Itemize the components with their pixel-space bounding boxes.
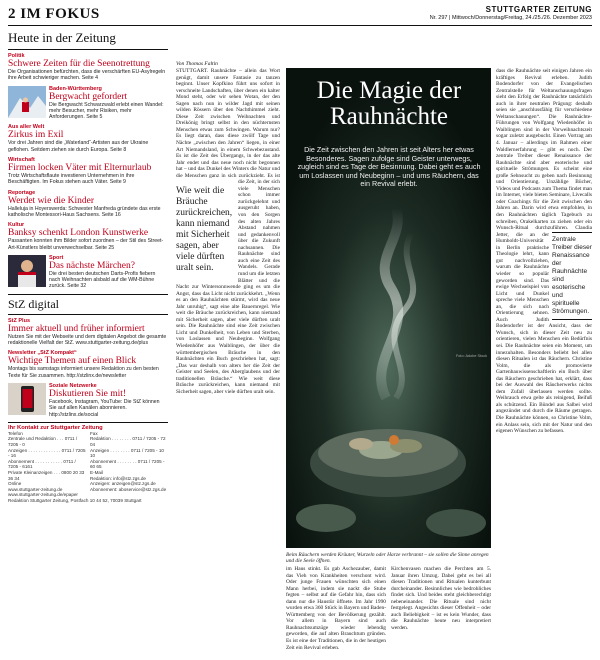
item-headline[interactable]: Werdet wie die Kinder xyxy=(8,195,95,206)
issue-line: Nr. 297 | Mittwoch/Donnerstag/Freitag, 24./25./26. Dezember 2023 xyxy=(429,15,592,21)
article-column-3 xyxy=(391,566,491,656)
contact-link[interactable]: www.stuttgarter-zeitung.de/epaper xyxy=(8,492,78,498)
item-category: Soziale Netzwerke xyxy=(49,382,97,389)
item-teaser: Vor drei Jahren sind die „Waterland“-Artisten aus der Ukraine geflohen. Seitdem ziehen sie durch Europa. Seite 8 xyxy=(8,140,149,153)
darts-player-photo-icon xyxy=(8,255,46,287)
today-title: Heute in der Zeitung xyxy=(8,30,168,50)
item-teaser: Halleluja in Hoyerswerda: Schwester Manfreda gründete das erste katholische Montessori-Haus Sachsens. Seite 16 xyxy=(8,205,161,218)
item-category: Reportage xyxy=(8,189,36,196)
incense-smoke-photo-icon xyxy=(286,68,491,548)
contact-line: E-Mail xyxy=(90,469,104,475)
article-text: dass die Rauhnächte seit einigen Jahren ein kräftiges Revival erleben. Judith Bodendorfer von der Evangelischen Zentralstelle für Weltanschauungsfragen sieht den Erfolg der Rauhnächte tatsächlich auch in ihrer neutralen Prägung: deshalb seien sie „anschlussfähig für verschiedene Weltanschauungen“. Die Rauhnächte-Führungen von Wolfgang Wiedenhöfer in Waiblingen sind in der Vorweihnachtszeit sogar zuletzt ausgebucht. Einen Vortrag am 4. Januar – allerdings im Rahmen einer Waldlernerfahrung – gibt es noch. Der zentrale Treiber dieser Renaissance der Rauhnächte sind aber esoterische und spirituelle Strömungen. Es scheint eine große Sehnsucht zu geben nach Besinnung und Orientierung. Unzählige Bücher, Videos und Podcasts zum Thema findet man im Internet, viele bieten Seminare, Livecalls oder Coachings für die Zeit zwischen den Jahren an. Darin wird etwa empfohlen, in den Rauhnächten täglich Tagebuch zu schreiben, Orakelkarten zu ziehen oder ein Wunsch-Ritual durchzuführen. xyxy=(496,68,592,232)
article-text: im Haus stinkt. Es gab Aschezauber, damit das Vieh von Krankheiten verschont wird. Oder junge Frauen wünschten sich einen Mann herbei, indem sie nackt die Stube fegten – selbst auf die Gefahr hin, dass sich dann nur die Haustür öffnete. Im Jahr 1990 wurden etwa 360 Stück in Bayern und Baden-Württemberg von der Bevölkerung gezählt. Vor allem in Bayern sind auch Rauhnachtsumzüge wieder lebendig geworden, die auf alten Brauchtum gründen. Es ist eine der Traditionen, die in der heutigen Zeit ein Revival erleben. xyxy=(286,566,386,651)
article-text: Claudia Jetter, die an der Humboldt-Universität in Berlin praktische Theologie lehrt, kann gut nachvollziehen, warum die Rauhnächte wieder so populär geworden sind. Das ewige Wechselspiel von Licht und Dunkel spreche viele Menschen an, die sich nach Orientierung sehnen. Auch Judith Bodendorfer ist der Ansicht, dass der Wunsch, sich in dieser Zeit neu zu orientieren, vielen Menschen ein Bedürfnis sei. Die Rauhnächte seien ein Moment, um innezuhalten. Besonders beliebt bei allen diesen Ritualen ist das Räuchern. Christine Volm, die als promovierte Gartenbauwissenschaftlerin ein Buch über das Räuchern geschrieben hat, erklärt, dass bei der Auswahl des Räucherwerks nichts dem Zufall überlassen werden sollte. Weihrauch etwa gelte als reinigend, Beifuß als schützend. Ein Bündel aus Salbei wird angezündet und durch die Räume getragen. Die Rauhnächte können, so Christine Volm, ein Anlass sein, sich mit der Natur und den eigenen Wünschen zu befassen. xyxy=(496,225,592,435)
photo-credit: Foto: Adobe Stock xyxy=(455,354,487,358)
item-category: Kultur xyxy=(8,222,25,229)
today-item-politics[interactable] xyxy=(8,53,168,82)
item-category: Baden-Württemberg xyxy=(49,85,102,92)
article-text: STUTTGART. Rauhnächte – allein das Wort genügt, damit unsere Fantasie zu tanzen beginnt. Unser Kopfkino führt uns sofort in verschneite Landschaften, über denen ein kalter Mond steht, oder wir sehen Wotan, der den Sagen nach nun in wilder Jagd mit seinen wilden Rössern über den Nachthimmel zieht. Diese Zeit zwischen Weihnachten und Dreikönig bringt selbst in den nüchternsten Menschen etwas zum Schwingen. Warum nur? Es liegt daran, dass diese zwölf Tage und Nächte „zwischen den Jahren“ liegen, in einer Art Niemandsland, in einem Schwebezustand. Es ist die Zeit des Übergangs, in der das alte Jahr endet und das neue noch nicht begonnen hat – und das Dunkel des Winters die Natur und die Menschen ganz in sich zurückzieht. xyxy=(176,68,280,179)
item-teaser: Die Organisationen befürchten, dass die verschärften EU-Asylregeln ihre Arbeit schwieriger machen. Seite 4 xyxy=(8,69,166,82)
article-column-1 xyxy=(176,68,280,648)
item-category: Wirtschaft xyxy=(8,157,35,164)
article-headline: Die Magie der Rauhnächte xyxy=(316,77,462,130)
item-teaser: Die drei besten deutschen Darts-Profis fiebern nach Weihnachten alsbald auf die WM-Bühne zurück. Seite 32 xyxy=(49,270,156,290)
contact-box xyxy=(8,422,168,504)
item-teaser: Nutzen Sie mit der Webseite und dem digitalen Angebot die gesamte redaktionelle Vielfalt der StZ. www.stuttgarter-zeitung.de/plus xyxy=(8,333,167,347)
sidebar-column xyxy=(8,30,168,656)
contact-line: Private Kleinanzeigen . . . 0800 20 33 36 34 xyxy=(8,469,85,481)
item-category: Sport xyxy=(49,254,64,261)
article-column-2 xyxy=(286,566,386,656)
mountain-rescue-photo-icon xyxy=(8,86,46,118)
today-item-report[interactable] xyxy=(8,190,168,219)
section-title: 2 IM FOKUS xyxy=(8,6,100,22)
item-teaser: Facebook, Instagram, YouTube: Die StZ können Sie auf allen Kanälen abonnieren. http://stzlinx.de/social xyxy=(49,398,160,418)
item-headline[interactable]: Immer aktuell und früher informiert xyxy=(8,323,145,334)
contact-link[interactable]: Abonnement: aboservice@stz.zgs.de xyxy=(90,486,167,492)
contact-link[interactable]: Anzeigen: anzeigen@stz.zgs.de xyxy=(90,481,156,487)
contact-line: Abonnement . . . . . . . . . . . 0711 / 7205 - 6161 xyxy=(8,458,76,470)
today-item-world[interactable] xyxy=(8,124,168,153)
newspaper-name: STUTTGARTER ZEITUNG xyxy=(485,5,592,14)
contact-line: Redaktion . . . . . . . . 0711 / 7205 - 72 04 xyxy=(90,436,166,448)
hero-image xyxy=(286,68,491,548)
contact-line: Anzeigen . . . . . . . . . . . . . 0711 / 7205 - 16 xyxy=(8,447,86,459)
contact-title: Ihr Kontakt zur Stuttgarter Zeitung xyxy=(8,424,103,431)
photo-caption: Beim Räuchern werden Kräuter, Wurzeln oder Harze verbrannt – sie sollen die Sinne anregen und die Seele öffnen. xyxy=(286,552,489,565)
digital-item-plus[interactable] xyxy=(8,318,168,347)
contact-left xyxy=(8,431,86,498)
contact-line: Fax xyxy=(90,430,98,436)
page-header xyxy=(8,4,592,26)
item-headline[interactable]: Das nächste Märchen? xyxy=(49,260,135,271)
contact-line: Telefon xyxy=(8,430,23,436)
today-item-bw[interactable] xyxy=(8,86,168,121)
smartphone-photo-icon xyxy=(8,383,46,415)
pull-quote-1: Wie weit die Bräuche zurückreichen, kann niemand mit Sicherheit sagen, aber viele dürften uralt sein. xyxy=(176,186,233,274)
contact-line: Abonnement . . . . . . . . 0711 / 7205 - 60 65 xyxy=(90,458,165,470)
digital-item-newsletter[interactable] xyxy=(8,350,168,379)
item-teaser: Die Bergwacht Schwarzwald erlebt einen Wandel: mehr Besucher, mehr Risiken, mehr Anforderungen. Seite 5 xyxy=(49,101,164,121)
contact-line: Online xyxy=(8,481,22,487)
today-item-sport[interactable] xyxy=(8,255,168,290)
item-headline[interactable]: Firmen locken Väter mit Elternurlaub xyxy=(8,163,152,174)
item-headline[interactable]: Wichtige Themen auf einen Blick xyxy=(8,356,137,367)
today-item-economy[interactable] xyxy=(8,157,168,186)
digital-item-social[interactable] xyxy=(8,383,168,418)
article-text: Es ist die Zeit, in der sich viele Menschen schon immer zurückgelehnt und ausgeruht haben, von den Sorgen des alten Jahres Abstand nahmen und gedankenvoll über die Zukunft nachsannen. Die Rauhnächte sind auch eine Zeit des Wandels. Gerade rund um die letzten Blätter und die Nacht zur Wintersonnwende ging es um die Angst, dass das Licht nicht zurückkehrt. „Wenn es an den Rauhnächten stürmt, wird das neue Jahr unruhig“, sagt eine alte Bauernregel. Wie weit die Bräuche zurückreichen, kann niemand mit Sicherheit sagen, aber viele dürften uralt sein. Die Rauhnächte sind eine Zeit zwischen Licht und Dunkelheit, von Leben und Sterben, von Loslassen und Neubeginn. Wolfgang Wiedenhöfer aus Waiblingen, der über die württembergischen Bräuche in den Rauhnächten ein Buch geschrieben hat, sagt: „Das war deshalb von alters her die Zeit der Geister und Seelen, des Aberglaubens und der traditionellen Bräuche.“ Wie weit diese Bräuche zurückreichen, kann niemand mit Sicherheit sagen, aber viele dürften uralt sein. xyxy=(176,172,280,395)
item-headline[interactable]: Zirkus im Exil xyxy=(8,130,64,141)
digital-title: StZ digital xyxy=(8,294,168,315)
contact-line: Zentrale und Redaktion . . . 0711 / 7205 - 0 xyxy=(8,436,78,448)
article-column-4 xyxy=(496,68,592,656)
item-headline[interactable]: Diskutieren Sie mit! xyxy=(49,388,127,399)
article-text: Kirchenvasen machen die Perchten am 5. Januar ihren Umzug. Dabei geht es bei all diesen Traditionen und Ritualen kunterbunt durcheinander. Besinnliches wie bedrohliches findet sich. Und beides steht gleichberechtigt nebeneinander. Die Rituale sind nicht festgelegt. Angesichts dieser Offenheit – oder auch Beliebigkeit – ist es kein Wunder, dass die Rauhnächte heute neu interpretiert werden. xyxy=(391,566,491,631)
item-category: StZ Plus xyxy=(8,317,31,324)
article-lead: Die Zeit zwischen den Jahren ist seit Alters her etwas Besonderes. Sagen zufolge sind Geister unterwegs, zugleich sind es Tage der Besinnung. Dabei geht es auch um Loslassen und Neubeginn – und ums Räuchern, das ein Revival erlebt. xyxy=(297,145,481,189)
item-headline[interactable]: Banksy schenkt London Kunstwerke xyxy=(8,228,149,239)
article-author: Von Thomas Faltin xyxy=(176,61,218,67)
contact-link[interactable]: Redaktion: info@stz.zgs.de xyxy=(90,475,146,481)
item-category: Politik xyxy=(8,53,25,59)
item-teaser: Montags bis samstags informiert unsere Redaktion zu den besten Texte für Sie zusammen. http://stzlinx.de/newsletter xyxy=(8,366,159,379)
item-category: Newsletter „StZ Kompakt“ xyxy=(8,350,77,357)
contact-link[interactable]: www.stuttgarter-zeitung.de xyxy=(8,486,63,492)
item-category: Aus aller Welt xyxy=(8,124,45,131)
item-headline[interactable]: Schwere Zeiten für die Seenotrettung xyxy=(8,59,150,69)
contact-line: Anzeigen . . . . . . . . 0711 / 7205 - 10 10 xyxy=(90,447,164,459)
today-item-culture[interactable] xyxy=(8,222,168,251)
item-teaser: Trotz Wirtschaftsflaute investieren Unternehmen in ihre Beschäftigten. Im Fokus stehen auch Väter. Seite 9 xyxy=(8,173,135,186)
pull-quote-2: Zentrale Treiber dieser Renaissance der Rauhnächte sind esoterische und spirituelle Strömungen. xyxy=(552,232,592,320)
contact-right xyxy=(90,431,168,498)
contact-footer: Redaktion Stuttgarter Zeitung, Postfach 10 44 52, 70039 Stuttgart xyxy=(8,497,142,503)
item-teaser: Passanten konnten ihm Bilder sofort zuordnen – der Stil des Street-Art-Künstlers bleibt unverwechselbar. Seite 25 xyxy=(8,238,164,251)
item-headline[interactable]: Bergwacht gefordert xyxy=(49,91,128,102)
